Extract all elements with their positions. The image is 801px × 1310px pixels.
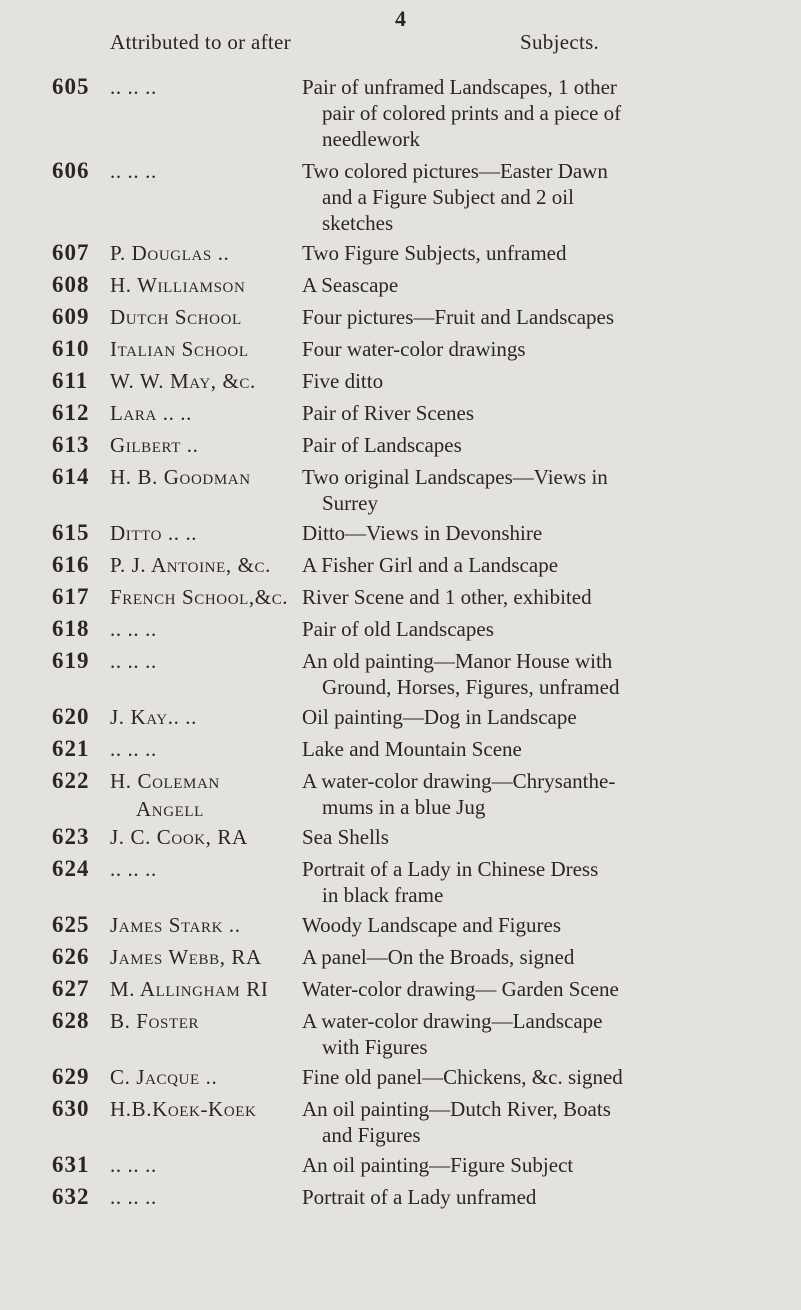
lot-subject	[302, 824, 772, 850]
lot-subject-line: An old painting—Manor House with	[302, 649, 613, 673]
lot-artist: Ditto .. ..	[110, 521, 198, 545]
lot-subject	[302, 1184, 772, 1210]
lot-subject	[302, 520, 772, 546]
lot-artist: .. .. ..	[110, 75, 157, 99]
lot-artist: Lara .. ..	[110, 401, 192, 425]
lot-subject-line: A panel—On the Broads, signed	[302, 945, 575, 969]
lot-subject	[302, 368, 772, 394]
lot-subject	[302, 552, 772, 578]
lot-number: 618	[52, 616, 90, 641]
lot-subject	[302, 1152, 772, 1178]
lot-number: 624	[52, 856, 90, 881]
lot-subject-line: A Seascape	[302, 273, 399, 297]
lot-artist: H. Williamson	[110, 273, 246, 297]
lot-artist: H.B.Koek-Koek	[110, 1097, 257, 1121]
lot-artist: French School,&c.	[110, 585, 289, 609]
lot-subject	[302, 400, 772, 426]
lot-subject-line: Two Figure Subjects, unframed	[302, 241, 567, 265]
lot-number: 609	[52, 304, 90, 329]
lot-subject-line: Sea Shells	[302, 825, 389, 849]
lot-artist: .. .. ..	[110, 737, 157, 761]
lot-subject-line: Four pictures—Fruit and Landscapes	[302, 305, 615, 329]
lot-subject-line: A Fisher Girl and a Landscape	[302, 553, 559, 577]
lot-subject	[302, 1008, 772, 1060]
lot-artist: H. B. Goodman	[110, 465, 251, 489]
lot-subject	[302, 584, 772, 610]
lot-number: 621	[52, 736, 90, 761]
header-attributed: Attributed to or after	[110, 30, 291, 54]
lot-number: 606	[52, 158, 90, 183]
lot-artist: J. Kay.. ..	[110, 705, 197, 729]
lot-subject-line: Pair of old Landscapes	[302, 617, 494, 641]
lot-subject	[302, 704, 772, 730]
lot-number: 629	[52, 1064, 90, 1089]
lot-number: 632	[52, 1184, 90, 1209]
lot-number: 628	[52, 1008, 90, 1033]
lot-number: 610	[52, 336, 90, 361]
lot-subject-line: mums in a blue Jug	[322, 795, 486, 819]
lot-subject-line: Pair of River Scenes	[302, 401, 475, 425]
lot-artist: Italian School	[110, 337, 249, 361]
lot-artist: P. J. Antoine, &c.	[110, 553, 271, 577]
lot-subject	[302, 912, 772, 938]
lot-subject	[302, 944, 772, 970]
lot-subject-line: Portrait of a Lady unframed	[302, 1185, 537, 1209]
lot-artist: James Webb, RA	[110, 945, 262, 969]
lot-subject-line: Pair of Landscapes	[302, 433, 462, 457]
lot-subject	[302, 736, 772, 762]
lot-subject-line: and Figures	[322, 1123, 421, 1147]
lot-subject	[302, 856, 772, 908]
lot-subject	[302, 768, 772, 820]
lot-artist: B. Foster	[110, 1009, 200, 1033]
lot-number: 619	[52, 648, 90, 673]
lot-subject-line: needlework	[322, 127, 420, 151]
lot-subject-line: and a Figure Subject and 2 oil	[322, 185, 574, 209]
lot-subject-line: Five ditto	[302, 369, 384, 393]
lot-subject-line: Surrey	[322, 491, 378, 515]
lot-artist: .. .. ..	[110, 1153, 157, 1177]
lot-subject-line: Oil painting—Dog in Landscape	[302, 705, 577, 729]
lot-subject-line: Woody Landscape and Figures	[302, 913, 561, 937]
lot-artist: Gilbert ..	[110, 433, 199, 457]
lot-artist: H. Coleman	[110, 769, 220, 793]
lot-subject-line: Two original Landscapes—Views in	[302, 465, 608, 489]
lot-number: 617	[52, 584, 90, 609]
lot-artist: James Stark ..	[110, 913, 241, 937]
lot-subject-line: Lake and Mountain Scene	[302, 737, 522, 761]
lot-subject-line: with Figures	[322, 1035, 428, 1059]
lot-subject-line: Ditto—Views in Devonshire	[302, 521, 543, 545]
lot-subject-line: Two colored pictures—Easter Dawn	[302, 159, 608, 183]
lot-subject-line: An oil painting—Dutch River, Boats	[302, 1097, 611, 1121]
lot-number: 627	[52, 976, 90, 1001]
lot-subject-line: sketches	[322, 211, 394, 235]
lot-subject	[302, 304, 772, 330]
lot-subject	[302, 432, 772, 458]
lot-number: 631	[52, 1152, 90, 1177]
lot-number: 608	[52, 272, 90, 297]
lot-artist: .. .. ..	[110, 649, 157, 673]
lot-subject-line: in black frame	[322, 883, 444, 907]
lot-subject	[302, 158, 772, 236]
lot-subject	[302, 1064, 772, 1090]
lot-subject-line: River Scene and 1 other, exhibited	[302, 585, 592, 609]
lot-subject-line: Four water-color drawings	[302, 337, 526, 361]
lot-subject-line: Fine old panel—Chickens, &c. signed	[302, 1065, 623, 1089]
lot-subject-line: A water-color drawing—Chrysanthe-	[302, 769, 616, 793]
lot-subject	[302, 616, 772, 642]
lot-number: 612	[52, 400, 90, 425]
lot-subject	[302, 976, 772, 1002]
lot-number: 615	[52, 520, 90, 545]
lot-subject-line: A water-color drawing—Landscape	[302, 1009, 603, 1033]
lot-artist: .. .. ..	[110, 159, 157, 183]
lot-artist: .. .. ..	[110, 617, 157, 641]
lot-subject	[302, 272, 772, 298]
lot-subject-line: Portrait of a Lady in Chinese Dress	[302, 857, 599, 881]
lot-number: 625	[52, 912, 90, 937]
lot-number: 620	[52, 704, 90, 729]
lot-subject	[302, 1096, 772, 1148]
lot-number: 626	[52, 944, 90, 969]
lot-subject	[302, 464, 772, 516]
lot-number: 622	[52, 768, 90, 793]
lot-number: 623	[52, 824, 90, 849]
lot-number: 607	[52, 240, 90, 265]
lot-number: 611	[52, 368, 89, 393]
lot-number: 605	[52, 74, 90, 99]
page-number: 4	[395, 6, 406, 31]
lot-artist: C. Jacque ..	[110, 1065, 218, 1089]
lot-artist: .. .. ..	[110, 1185, 157, 1209]
lot-artist: M. Allingham RI	[110, 977, 269, 1001]
header-subjects: Subjects.	[520, 30, 600, 54]
lot-subject	[302, 648, 772, 700]
lot-artist-line2: Angell	[136, 797, 204, 821]
lot-artist: P. Douglas ..	[110, 241, 230, 265]
lot-subject	[302, 74, 772, 152]
lot-artist: J. C. Cook, RA	[110, 825, 248, 849]
lot-subject-line: pair of colored prints and a piece of	[322, 101, 622, 125]
lot-number: 616	[52, 552, 90, 577]
lot-subject-line: Pair of unframed Landscapes, 1 other	[302, 75, 617, 99]
lot-subject	[302, 336, 772, 362]
lot-number: 630	[52, 1096, 90, 1121]
lot-artist: W. W. May, &c.	[110, 369, 256, 393]
lot-artist: Dutch School	[110, 305, 242, 329]
lot-number: 614	[52, 464, 90, 489]
lot-subject-line: Ground, Horses, Figures, unframed	[322, 675, 620, 699]
lot-number: 613	[52, 432, 90, 457]
lot-subject-line: An oil painting—Figure Subject	[302, 1153, 574, 1177]
lot-subject-line: Water-color drawing— Garden Scene	[302, 977, 619, 1001]
lot-artist: .. .. ..	[110, 857, 157, 881]
lot-subject	[302, 240, 772, 266]
